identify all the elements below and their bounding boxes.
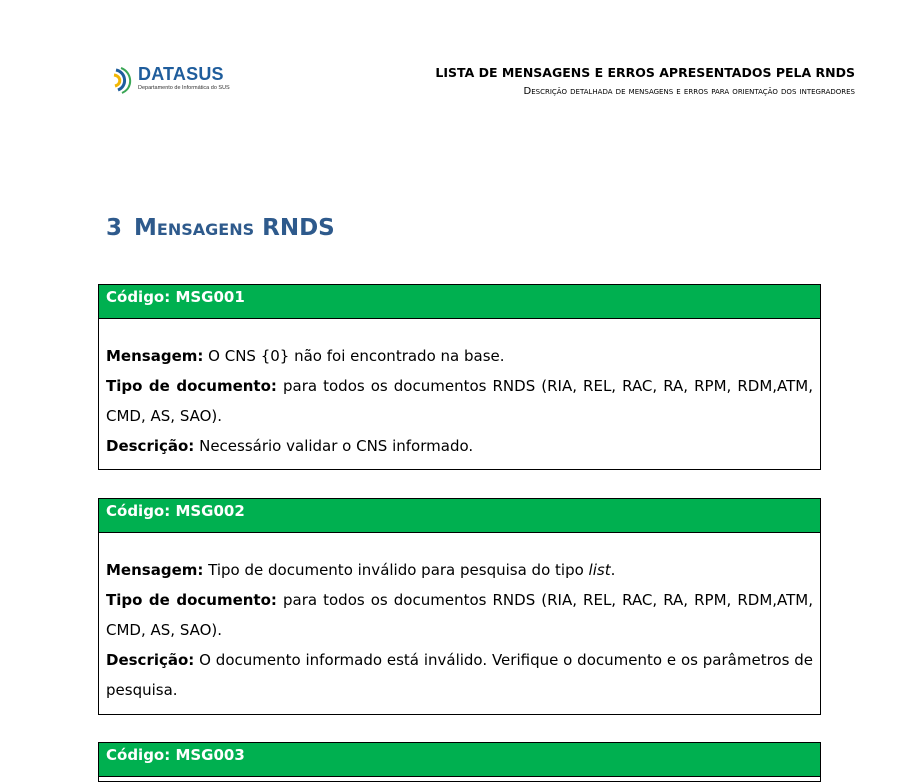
message-text: O CNS {0} não foi encontrado na base.	[208, 347, 505, 365]
message-text-end: .	[610, 561, 616, 579]
description-text: Necessário validar o CNS informado.	[199, 437, 474, 455]
document-subtitle: Descrição detalhada de mensagens e erros para orientação dos integradores	[523, 86, 855, 97]
message-text-italic: list	[588, 561, 611, 579]
doc-type-label: Tipo de documento:	[106, 591, 277, 609]
datasus-emblem-icon	[112, 66, 136, 94]
datasus-logo	[112, 64, 236, 98]
description-label: Descrição:	[106, 437, 195, 455]
message-code: Código: MSG003	[99, 743, 820, 777]
description-row	[106, 645, 813, 705]
message-text: Tipo de documento inválido para pesquisa do tipo	[208, 561, 589, 579]
description-row	[106, 431, 813, 461]
doc-type-row	[106, 371, 813, 431]
description-label: Descrição:	[106, 651, 195, 669]
message-box-msg002	[98, 498, 821, 715]
message-text-row	[106, 341, 813, 371]
logo-subtitle: Departamento de Informática do SUS	[138, 85, 230, 91]
section-title: Mensagens RNDS	[134, 215, 335, 241]
message-box-msg003	[98, 742, 821, 782]
message-label: Mensagem:	[106, 561, 204, 579]
message-box-msg001	[98, 284, 821, 470]
section-number: 3	[106, 215, 123, 241]
document-title: LISTA DE MENSAGENS E ERROS APRESENTADOS PELA RNDS	[435, 65, 855, 80]
description-text: O documento informado está inválido. Verifique o documento e os parâmetros de pesquisa.	[106, 651, 813, 699]
doc-type-label: Tipo de documento:	[106, 377, 277, 395]
doc-type-text: para todos os documentos RNDS (RIA, REL, RAC, RA, RPM, RDM,ATM, CMD, AS, SAO).	[106, 377, 814, 425]
message-label: Mensagem:	[106, 347, 204, 365]
section-heading	[106, 215, 335, 241]
doc-type-text: para todos os documentos RNDS (RIA, REL, RAC, RA, RPM, RDM,ATM, CMD, AS, SAO).	[106, 591, 814, 639]
message-code: Código: MSG001	[99, 285, 820, 319]
logo-text: DATASUS	[138, 64, 224, 84]
doc-type-row	[106, 585, 813, 645]
message-body	[99, 319, 820, 461]
message-body	[99, 533, 820, 705]
message-text-row	[106, 555, 813, 585]
message-code: Código: MSG002	[99, 499, 820, 533]
